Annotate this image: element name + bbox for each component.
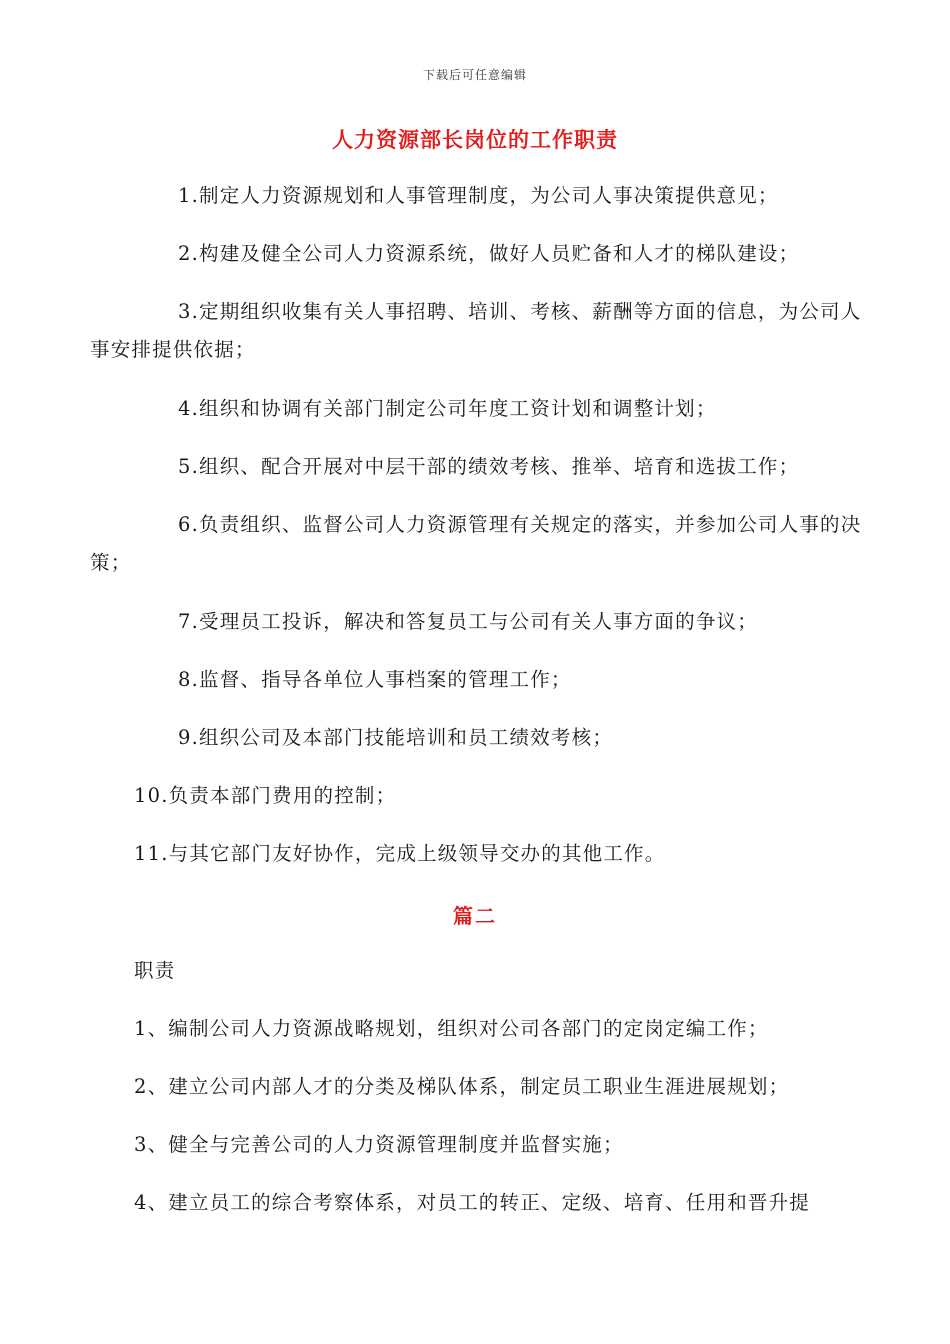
section-subheading: 职责 <box>134 959 176 982</box>
list-item <box>90 293 865 369</box>
item-text: 构建及健全公司人力资源系统，做好人员贮备和人才的梯队建设； <box>199 242 800 265</box>
item-number: 1. <box>178 184 200 207</box>
item-number: 10. <box>134 784 169 807</box>
list-item <box>90 235 865 273</box>
list-item <box>90 603 865 641</box>
list-item <box>90 448 865 486</box>
item-text: 受理员工投诉，解决和答复员工与公司有关人事方面的争议； <box>199 610 758 633</box>
item-number: 4. <box>178 397 200 420</box>
document-title: 人力资源部长岗位的工作职责 <box>332 127 618 152</box>
item-number: 5. <box>178 455 200 478</box>
list-item <box>90 177 865 215</box>
header-note: 下载后可任意编辑 <box>422 68 527 82</box>
item-text: 定期组织收集有关人事招聘、培训、考核、薪酬等方面的信息，为公司人事安排提供依据； <box>90 300 862 361</box>
list-item: 3、健全与完善公司的人力资源管理制度并监督实施； <box>134 1133 624 1156</box>
list-item <box>90 777 865 815</box>
item-text: 负责本部门费用的控制； <box>168 784 397 807</box>
list-item <box>90 390 865 428</box>
list-item <box>90 835 865 873</box>
item-number: 11. <box>134 842 169 865</box>
item-text: 组织公司及本部门技能培训和员工绩效考核； <box>199 726 614 749</box>
list-item <box>90 661 865 699</box>
item-text: 组织和协调有关部门制定公司年度工资计划和调整计划； <box>199 397 717 420</box>
list-item <box>90 506 865 582</box>
item-text: 制定人力资源规划和人事管理制度，为公司人事决策提供意见； <box>199 184 779 207</box>
item-number: 7. <box>178 610 200 633</box>
section-heading: 篇二 <box>453 904 497 928</box>
item-number: 8. <box>178 668 200 691</box>
item-text: 负责组织、监督公司人力资源管理有关规定的落实，并参加公司人事的决策； <box>90 513 862 574</box>
list-item: 2、建立公司内部人才的分类及梯队体系，制定员工职业生涯进展规划； <box>134 1075 790 1098</box>
item-number: 6. <box>178 513 200 536</box>
list-item <box>90 719 865 757</box>
list-item: 1、编制公司人力资源战略规划，组织对公司各部门的定岗定编工作； <box>134 1017 769 1040</box>
item-text: 组织、配合开展对中层干部的绩效考核、推举、培育和选拔工作； <box>199 455 800 478</box>
item-text: 与其它部门友好协作，完成上级领导交办的其他工作。 <box>168 842 666 865</box>
list-item: 4、建立员工的综合考察体系，对员工的转正、定级、培育、任用和晋升提 <box>134 1191 811 1214</box>
item-number: 9. <box>178 726 200 749</box>
item-text: 监督、指导各单位人事档案的管理工作； <box>199 668 572 691</box>
item-number: 3. <box>178 300 200 323</box>
item-number: 2. <box>178 242 200 265</box>
